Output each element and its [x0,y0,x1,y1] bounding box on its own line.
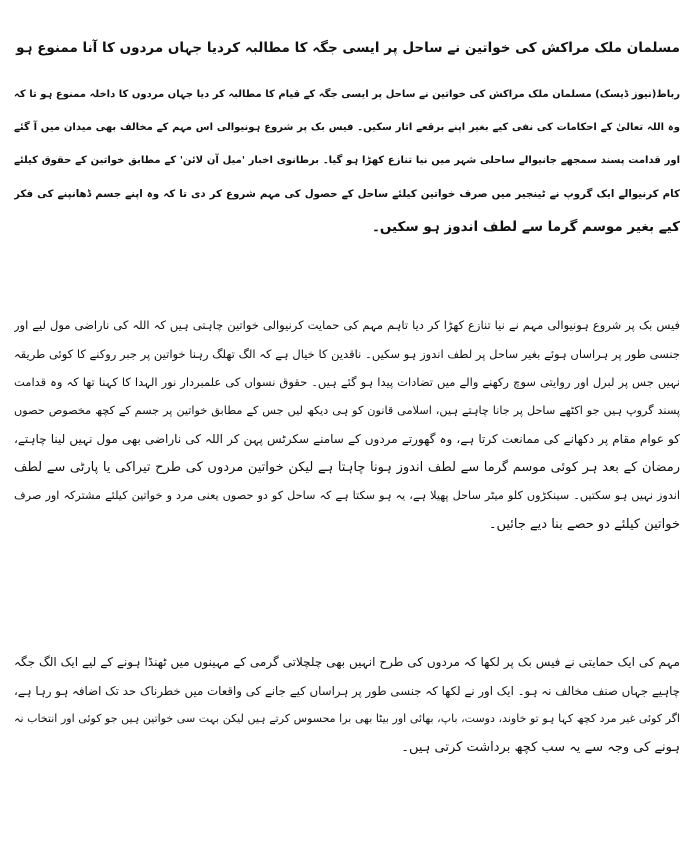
body-line: اندوز نہیں ہو سکتیں۔ سینکڑوں کلو میٹر ساحل پھیلا ہے، یہ ہو سکتا ہے کہ ساحل کو دو حصوں یعنی مرد و خواتین کیلئے مشترکہ اور صرف [14,489,680,502]
body-line: اگر کوئی غیر مرد کچھ کہا ہو تو خاوند، دوست، باپ، بھائی اور بیٹا بھی برا محسوس کرتے ہیں لیکن بہت سی خواتین ہیں جو کوئی اور انتخاب نہ [14,712,680,725]
body-line: ہونے کی وجہ سے یہ سب کچھ برداشت کرتی ہیں۔ [401,739,680,755]
body-line: پسند گروپ ہیں جو اکٹھے ساحل پر جانا چاہتے ہیں، اسلامی قانون کو ہی دیکھ لیں جس کے مطابق خواتین پر جسم کے کچھ مخصوص حصوں [14,403,680,417]
lead-line: رباط(نیوز ڈیسک) مسلمان ملک مراکش کی خواتین نے ساحل پر ایسی جگہ کے قیام کا مطالبہ کر دیا جہاں مردوں کا داخلہ ممنوع ہو تا کہ [14,89,680,100]
body-line: چاہیے جہاں صنف مخالف نہ ہو۔ ایک اور نے لکھا کہ جنسی طور پر ہراساں کیے جانے کی واقعات میں خطرناک حد تک اضافہ ہو رہا ہے، [14,683,680,698]
body-line: مہم کی ایک حمایتی نے فیس بک پر لکھا کہ مردوں کی طرح انہیں بھی چلچلاتی گرمی کے مہینوں میں ٹھنڈا ہونے کے لیے ایک الگ جگہ [14,655,680,669]
body-line: خواتین کیلئے دو حصے بنا دیے جائیں۔ [488,516,680,532]
body-paragraph [14,315,680,543]
lead-line: کام کرنیوالے ایک گروپ نے ٹینجیر میں صرف خواتین کیلئے ساحل کے حصول کی مہم شروع کر دی تا کہ وہ اپنے جسم ڈھانپنے کی فکر [14,188,680,200]
lead-line: وہ اللہ تعالیٰ کے احکامات کی نفی کیے بغیر اپنے برقعے اتار سکیں۔ فیس بک پر شروع ہونیوالی اس مہم کے مخالف بھی میدان میں آ گئے [14,122,680,133]
article-headline: مسلمان ملک مراکش کی خواتین نے ساحل پر ایسی جگہ کا مطالبہ کردیا جہاں مردوں کا آنا ممنوع ہو [16,40,680,56]
body-line: فیس بک پر شروع ہونیوالی مہم نے نیا تنازع کھڑا کر دیا تاہم مہم کی حمایت کرنیوالی خواتین چاہتی ہیں کہ اللہ کی ناراضی مول لیے اور [14,318,680,332]
body-paragraph [14,652,680,766]
body-line: جنسی طور پر ہراساں ہوئے بغیر ساحل پر لطف اندوز ہو سکیں۔ ناقدین کا خیال ہے کہ الگ تھلگ رہنا خواتین پر جبر روکنے کا کوئی طریقہ [14,346,680,361]
body-line: نہیں جس پر لبرل اور روایتی سوچ رکھنے والے میں تضادات پیدا ہو گئے ہیں۔ حقوق نسواں کی علمبردار نور الہدا کا کہنا تھا کہ وہ قدامت [14,375,680,389]
lead-line: اور قدامت پسند سمجھے جانیوالے ساحلی شہر میں نیا تنازع کھڑا ہو گیا۔ برطانوی اخبار 'میل آن لائن' کے مطابق خواتین کے حقوق کیلئے [14,155,680,166]
lead-line: کیے بغیر موسم گرما سے لطف اندوز ہو سکیں۔ [371,219,680,235]
body-line: رمضان کے بعد ہر کوئی موسم گرما سے لطف اندوز ہونا چاہتا ہے لیکن خواتین مردوں کی طرح تیراکی یا پارٹی سے لطف [14,459,680,475]
lead-paragraph [14,84,680,249]
body-line: کو عوام مقام پر دکھانے کی ممانعت کرتا ہے، وہ گھورتے مردوں کے سامنے سکرٹس پہن کر اللہ کی ناراضی بھی مول نہیں لینا چاہتے، [14,432,680,446]
